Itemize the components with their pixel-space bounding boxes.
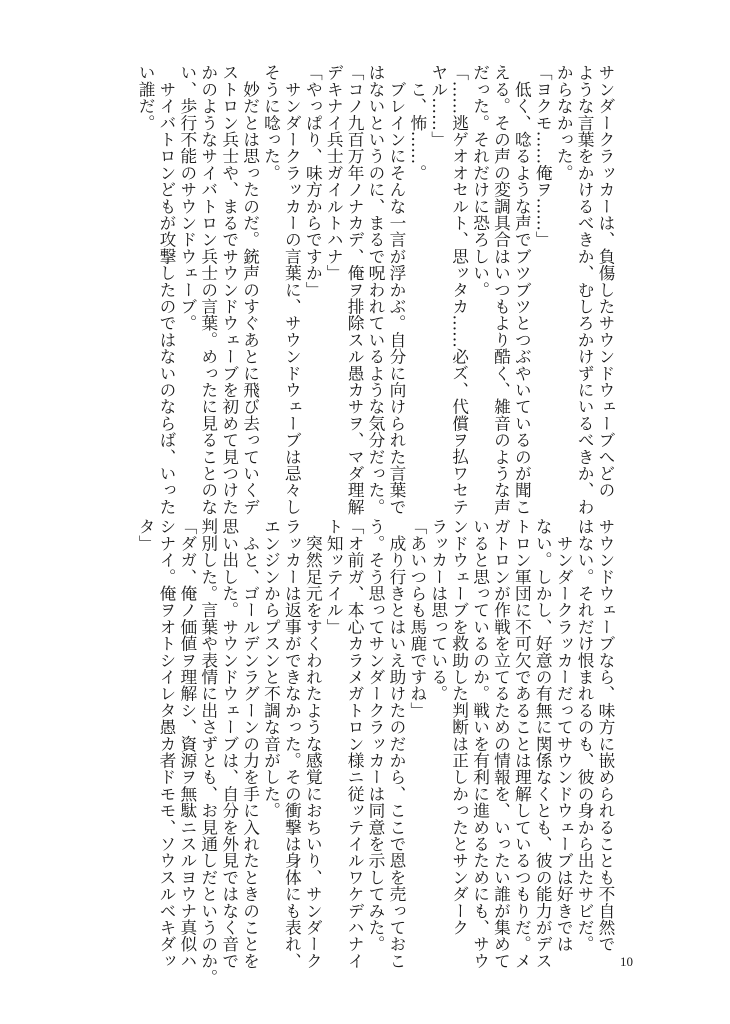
text-line: はない。それだけ恨まれるのも、彼の身から出たサビだ。 <box>575 518 596 953</box>
text-line: える。その声の変調具合はいつもより酷く、雑音のような声 <box>491 64 512 515</box>
text-line: い、歩行不能のサウンドウェーブ。 <box>177 64 198 332</box>
text-line: 突然足元をすくわれたような感覚におちいり、サンダーク <box>303 518 324 969</box>
text-line: サンダークラッカーの言葉に、サウンドウェーブは忌々し <box>282 64 303 515</box>
text-line: デキナイ兵士ガイルトハナ」 <box>324 64 345 282</box>
page-number: 10 <box>620 954 633 969</box>
text-line: い誰だ。 <box>136 64 157 131</box>
text-line: だった。それだけに恐ろしい。 <box>470 64 491 298</box>
text-line: シナイ。俺ヲオトシイレタ愚カ者ドモモ、ソウスルベキダッ <box>156 518 177 969</box>
text-line: タ」 <box>136 518 157 552</box>
text-line: 判別した。言葉や表情に出さずとも、お見通しだというのか。 <box>198 518 219 986</box>
text-line: 「ダガ、俺ノ価値ヲ理解シ、資源ヲ無駄ニスルヨウナ真似ハ <box>177 518 198 969</box>
text-line: ヤル……」 <box>428 64 449 148</box>
text-line: 「ヨクモ……俺ヲ……」 <box>533 64 554 248</box>
text-line: ふと、ゴールデンラグーンの力を手に入れたときのことを <box>240 518 261 969</box>
text-line: ストロン兵士や、まるでサウンドウェーブを初めて見つけた <box>219 64 240 515</box>
text-line: いると思っているのか。戦いを有利に進めるためにも、サウ <box>470 518 491 969</box>
text-line: 妙だとは思ったのだ。銃声のすぐあとに飛び去っていくデ <box>240 64 261 515</box>
text-line: ラッカーは思っている。 <box>428 518 449 702</box>
text-line: 「オ前ガ、本心カラメガトロン様ニ従ッテイルワケデハナイ <box>345 518 366 969</box>
text-line: からなかった。 <box>554 64 575 181</box>
text-line: ト知ッテイル」 <box>324 518 345 635</box>
text-line: 「やっぱり、味方からですか」 <box>303 64 324 298</box>
text-line: 「あいつらも馬鹿ですね」 <box>407 518 428 719</box>
text-line: かのようなサイバトロン兵士の言葉。めったに見ることのな <box>198 64 219 515</box>
text-block-lower <box>135 518 616 986</box>
text-line: 「……逃ゲオオセルト、思ッタカ……必ズ、代償ヲ払ワセテ <box>449 64 470 515</box>
text-line: そうに唸った。 <box>261 64 282 181</box>
text-line: う。そう思ってサンダークラッカーは同意を示してみた。 <box>366 518 387 953</box>
text-line: サウンドウェーブなら、味方に嵌められることも不自然で <box>596 518 616 953</box>
text-line: 思い出した。サウンドウェーブは、自分を外見ではなく音で <box>219 518 240 969</box>
text-line: サンダークラッカーは、負傷したサウンドウェーブへどの <box>596 64 616 499</box>
text-line: ない。しかし、好意の有無に関係なくとも、彼の能力がデス <box>533 518 554 969</box>
text-line: エンジンからプスンと不調な音がした。 <box>261 518 282 819</box>
text-line: こ、怖……。 <box>407 64 428 181</box>
text-line: はないというのに、まるで呪われているような気分だった。 <box>366 64 387 515</box>
text-line: サンダークラッカーだってサウンドウェーブは好きでは <box>554 518 575 953</box>
text-line: サイバトロンどもが攻撃したのではないのならば、いった <box>156 64 177 515</box>
text-line: 低く、唸るような声でブツブツとつぶやいているのが聞こ <box>512 64 533 515</box>
text-line: ンドウェーブを救助した判断は正しかったとサンダーク <box>449 518 470 936</box>
text-line: ブレインにそんな一言が浮かぶ。自分に向けられた言葉で <box>386 64 407 515</box>
text-line: 「コノ九百万年ノナカデ、俺ヲ排除スル愚カサヲ、マダ理解 <box>345 64 366 515</box>
text-line: ガトロンが作戦を立てるための情報を、いったい誰が集めて <box>491 518 512 969</box>
text-block-upper <box>135 64 616 515</box>
text-line: ラッカーは返事ができなかった。その衝撃は身体にも表れ、 <box>282 518 303 969</box>
text-line: ような言葉をかけるべきか、むしろかけずにいるべきか、わ <box>575 64 596 515</box>
text-line: 成り行きとはいえ助けたのだから、ここで恩を売っておこ <box>386 518 407 969</box>
text-line: トロン軍団に不可欠であることは理解しているつもりだ。メ <box>512 518 533 969</box>
